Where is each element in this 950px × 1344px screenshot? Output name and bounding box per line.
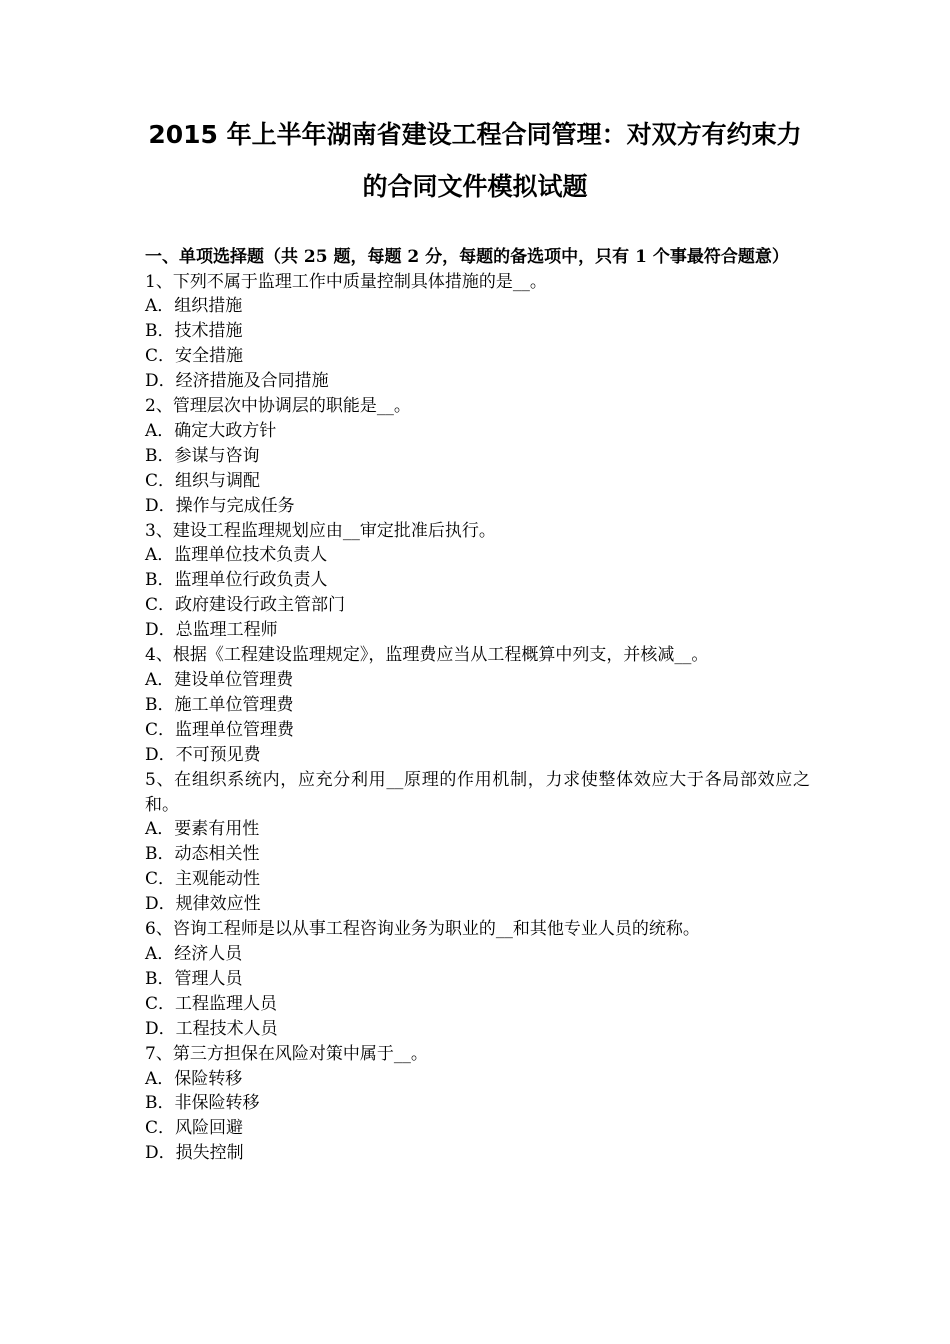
question-6 <box>145 917 810 1042</box>
option-c: C．工程监理人员 <box>145 993 278 1014</box>
option-b: B．技术措施 <box>145 321 243 342</box>
option-a: A．保险转移 <box>145 1068 243 1089</box>
option-b: B．管理人员 <box>145 968 243 989</box>
question-4 <box>145 643 810 768</box>
option-a: A．要素有用性 <box>145 819 260 840</box>
section-heading: 一、单项选择题（共 25 题，每题 2 分，每题的备选项中，只有 1 个事最符合题意） <box>145 247 789 267</box>
option-a: A．监理单位技术负责人 <box>145 545 328 566</box>
option-b: B．监理单位行政负责人 <box>145 570 328 591</box>
option-d: D．总监理工程师 <box>145 620 278 641</box>
option-c: C．主观能动性 <box>145 869 261 890</box>
option-a: A．建设单位管理费 <box>145 670 294 690</box>
option-c: C．监理单位管理费 <box>145 719 295 740</box>
option-b: B．施工单位管理费 <box>145 694 294 715</box>
option-c: C．风险回避 <box>145 1118 244 1139</box>
question-1 <box>145 270 810 395</box>
option-b: B．参谋与咨询 <box>145 445 260 466</box>
document-title-line-1: 2015 年上半年湖南省建设工程合同管理：对双方有约束力 <box>148 120 802 149</box>
question-stem: 4、根据《工程建设监理规定》，监理费应当从工程概算中列支，并核减__。 <box>145 645 709 666</box>
question-stem: 3、建设工程监理规划应由__审定批准后执行。 <box>145 520 496 541</box>
question-stem: 7、第三方担保在风险对策中属于__。 <box>145 1043 428 1064</box>
option-a: A．经济人员 <box>145 943 243 964</box>
question-5 <box>145 768 810 917</box>
option-d: D．不可预见费 <box>145 744 261 765</box>
option-d: D．规律效应性 <box>145 894 261 915</box>
question-7 <box>145 1042 810 1167</box>
question-2 <box>145 394 810 519</box>
option-d: D．经济措施及合同措施 <box>145 371 329 392</box>
option-a: A．确定大政方针 <box>145 420 277 441</box>
option-c: C．组织与调配 <box>145 470 261 491</box>
question-stem: 2、管理层次中协调层的职能是__。 <box>145 396 411 417</box>
question-3 <box>145 519 810 644</box>
option-b: B．动态相关性 <box>145 844 260 865</box>
document-body <box>145 245 810 1166</box>
option-d: D．操作与完成任务 <box>145 495 295 516</box>
option-c: C．政府建设行政主管部门 <box>145 595 346 616</box>
question-stem: 5、在组织系统内，应充分利用__原理的作用机制，力求使整体效应大于各局部效应之和。 <box>145 769 810 815</box>
option-b: B．非保险转移 <box>145 1093 260 1114</box>
question-stem: 6、咨询工程师是以从事工程咨询业务为职业的__和其他专业人员的统称。 <box>145 919 700 940</box>
option-d: D．工程技术人员 <box>145 1018 278 1039</box>
option-a: A．组织措施 <box>145 296 243 317</box>
option-d: D．损失控制 <box>145 1143 244 1164</box>
document-title-line-2: 的合同文件模拟试题 <box>362 172 588 201</box>
question-stem: 1、下列不属于监理工作中质量控制具体措施的是__。 <box>145 271 547 292</box>
option-c: C．安全措施 <box>145 346 244 367</box>
